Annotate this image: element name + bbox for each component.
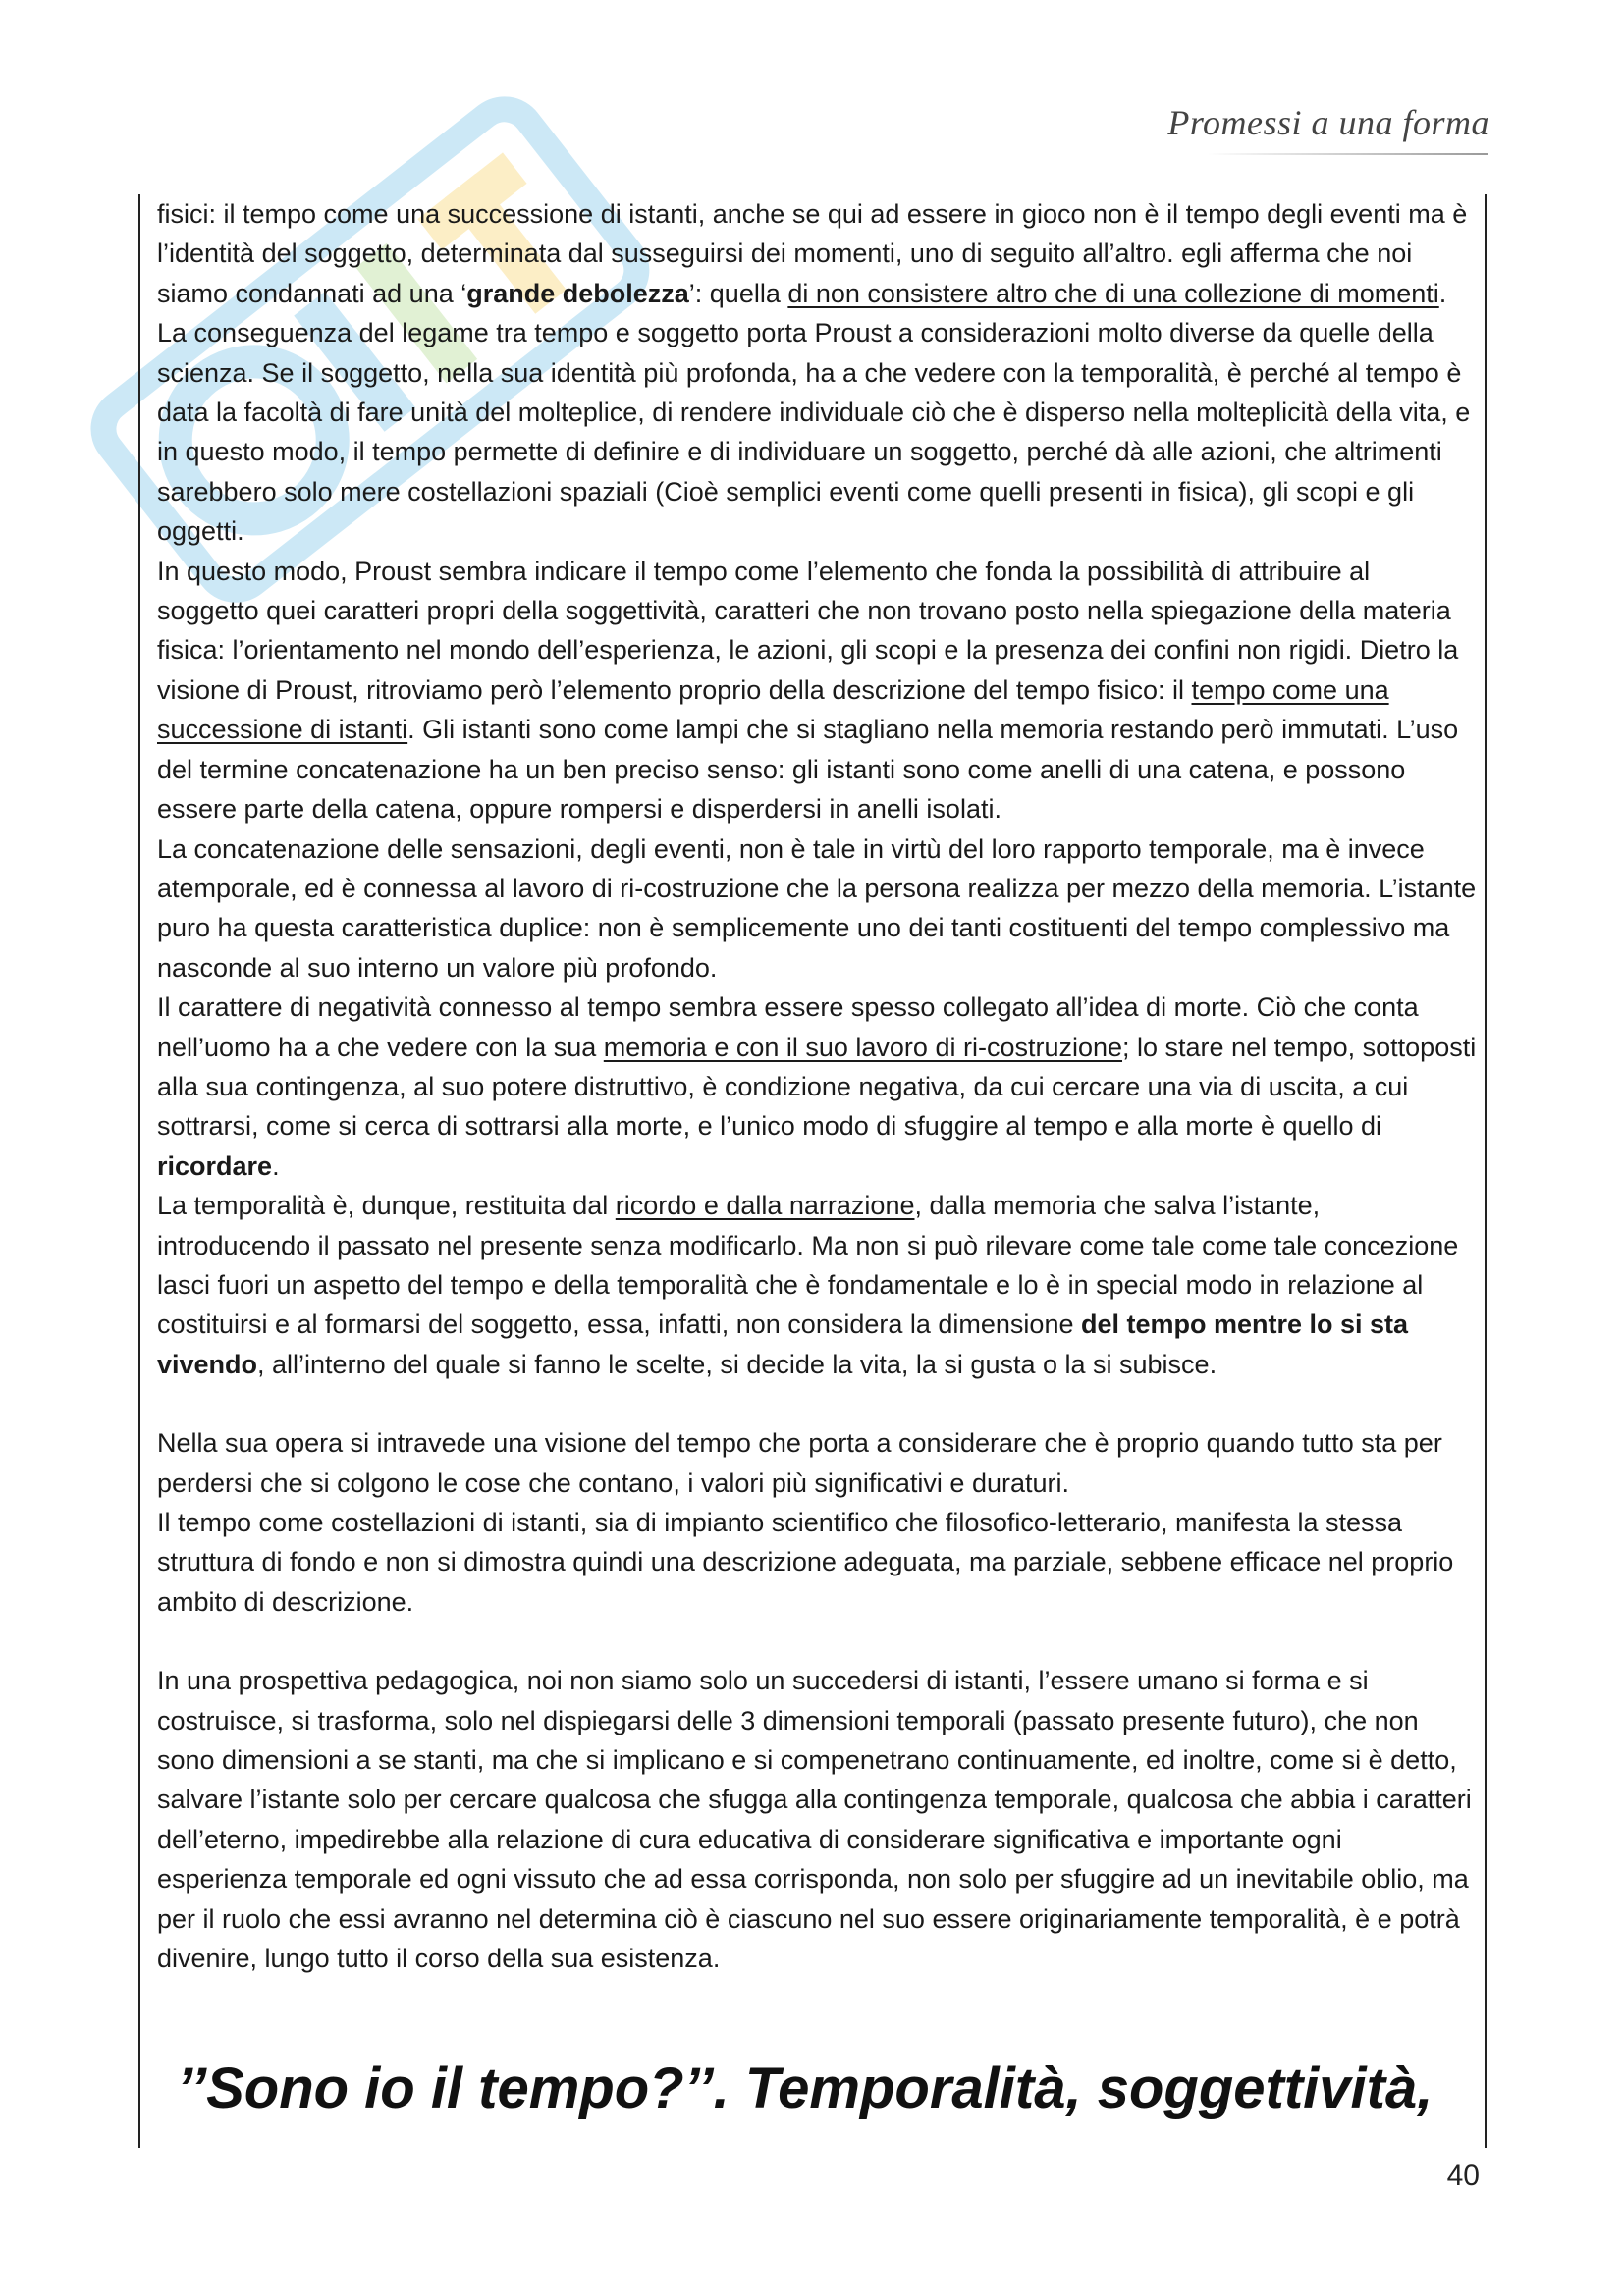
paragraph-7: Nella sua opera si intravede una visione del tempo che porta a considerare che è proprio quando tutto sta per perdersi che si colgono le cose che contano, i valori più significativi e duraturi. <box>157 1428 1442 1498</box>
page-number: 40 <box>1446 2160 1480 2192</box>
paragraph-1: fisici: il tempo come una successione di istanti, anche se qui ad essere in gioco non è il tempo degli eventi ma è l’identità del soggetto, determinata dal susseguirsi dei momenti, uno di seguito all’altro. egli afferma che noi siamo condannati ad una ‘grande debolezza’: quella di non consistere altro che di una collezione di momenti. <box>157 199 1468 308</box>
paragraph-gap <box>157 1384 1478 1423</box>
right-border <box>1485 194 1487 2148</box>
paragraph-6: La temporalità è, dunque, restituita dal ricordo e dalla narrazione, dalla memoria che salva l’istante, introducendo il passato nel presente senza modificarlo. Ma non si può rilevare come tale come tale concezione lasci fuori un aspetto del tempo e della temporalità che è fondamentale e lo è in special modo in relazione al costituirsi e al formarsi del soggetto, essa, infatti, non considera la dimensione del tempo mentre lo si sta vivendo, all’interno del quale si fanno le scelte, si decide la vita, la si gusta o la si subisce. <box>157 1191 1459 1379</box>
header-rule <box>1208 153 1488 155</box>
paragraph-5: Il carattere di negatività connesso al tempo sembra essere spesso collegato all’idea di morte. Ciò che conta nell’uomo ha a che vedere con la sua memoria e con il suo lavoro di ri-costruzione; lo stare nel tempo, sottoposti alla sua contingenza, al suo potere distruttivo, è condizione negativa, da cui cercare una via di uscita, a cui sottrarsi, come si cerca di sottrarsi alla morte, e l’unico modo di sfuggire al tempo e alla morte è quello di ricordare. <box>157 992 1477 1181</box>
paragraph-3: In questo modo, Proust sembra indicare il tempo come l’elemento che fonda la possibilità di attribuire al soggetto quei caratteri propri della soggettività, caratteri che non trovano posto nella spiegazione della materia fisica: l’orientamento nel mondo dell’esperienza, le azioni, gli scopi e la presenza dei confini non rigidi. Dietro la visione di Proust, ritroviamo però l’elemento proprio della descrizione del tempo fisico: il tempo come una successione di istanti. Gli istanti sono come lampi che si stagliano nella memoria restando però immutati. L’uso del termine concatenazione ha un ben preciso senso: gli istanti sono come anelli di una catena, e possono essere parte della catena, oppure rompersi e disperdersi in anelli isolati. <box>157 556 1459 825</box>
paragraph-2: La conseguenza del legame tra tempo e soggetto porta Proust a considerazioni molto diverse da quelle della scienza. Se il soggetto, nella sua identità più profonda, ha a che vedere con la temporalità, è perché al tempo è data la facoltà di fare unità del molteplice, di rendere individuale ciò che è disperso nella molteplicità della vita, e in questo modo, il tempo permette di definire e di individuare un soggetto, perché dà alle azioni, che altrimenti sarebbero solo mere costellazioni spaziali (Cioè semplici eventi come quelli presenti in fisica), gli scopi e gli oggetti. <box>157 318 1471 547</box>
left-border <box>138 194 140 2148</box>
running-header-title: Promessi a una forma <box>1167 103 1489 142</box>
paragraph-4: La concatenazione delle sensazioni, degli eventi, non è tale in virtù del loro rapporto temporale, ma è invece atemporale, ed è connessa al lavoro di ri-costruzione che la persona realizza per mezzo della memoria. L’istante puro ha questa caratteristica duplice: non è semplicemente uno dei tanti costituenti del tempo complessivo ma nasconde al suo interno un valore più profondo. <box>157 833 1477 983</box>
paragraph-gap <box>157 1622 1478 1661</box>
paragraph-9: In una prospettiva pedagogica, noi non siamo solo un succedersi di istanti, l’essere umano si forma e si costruisce, si trasforma, solo nel dispiegarsi delle 3 dimensioni temporali (passato presente futuro), che non sono dimensioni a se stanti, ma che si implicano e si compenetrano continuamente, ed inoltre, come si è detto, salvare l’istante solo per cercare qualcosa che sfugga alla contingenza temporale, qualcosa che abbia i caratteri dell’eterno, impedirebbe alla relazione di cura educativa di considerare significativa e importante ogni esperienza temporale ed ogni vissuto che ad essa corrisponda, non solo per sfuggire ad un inevitabile oblio, ma per il ruolo che essi avranno nel determina ciò è ciascuno nel suo essere originariamente temporalità, è e potrà divenire, lungo tutto il corso della sua esistenza. <box>157 1666 1472 1974</box>
body-text <box>157 194 1478 1978</box>
paragraph-8: Il tempo come costellazioni di istanti, sia di impianto scientifico che filosofico-letterario, manifesta la stessa struttura di fondo e non si dimostra quindi una descrizione adeguata, ma parziale, sebbene efficace nel proprio ambito di descrizione. <box>157 1508 1454 1617</box>
section-heading: ’’Sono io il tempo?’’. Temporalità, soggettività, <box>177 2056 1434 2120</box>
